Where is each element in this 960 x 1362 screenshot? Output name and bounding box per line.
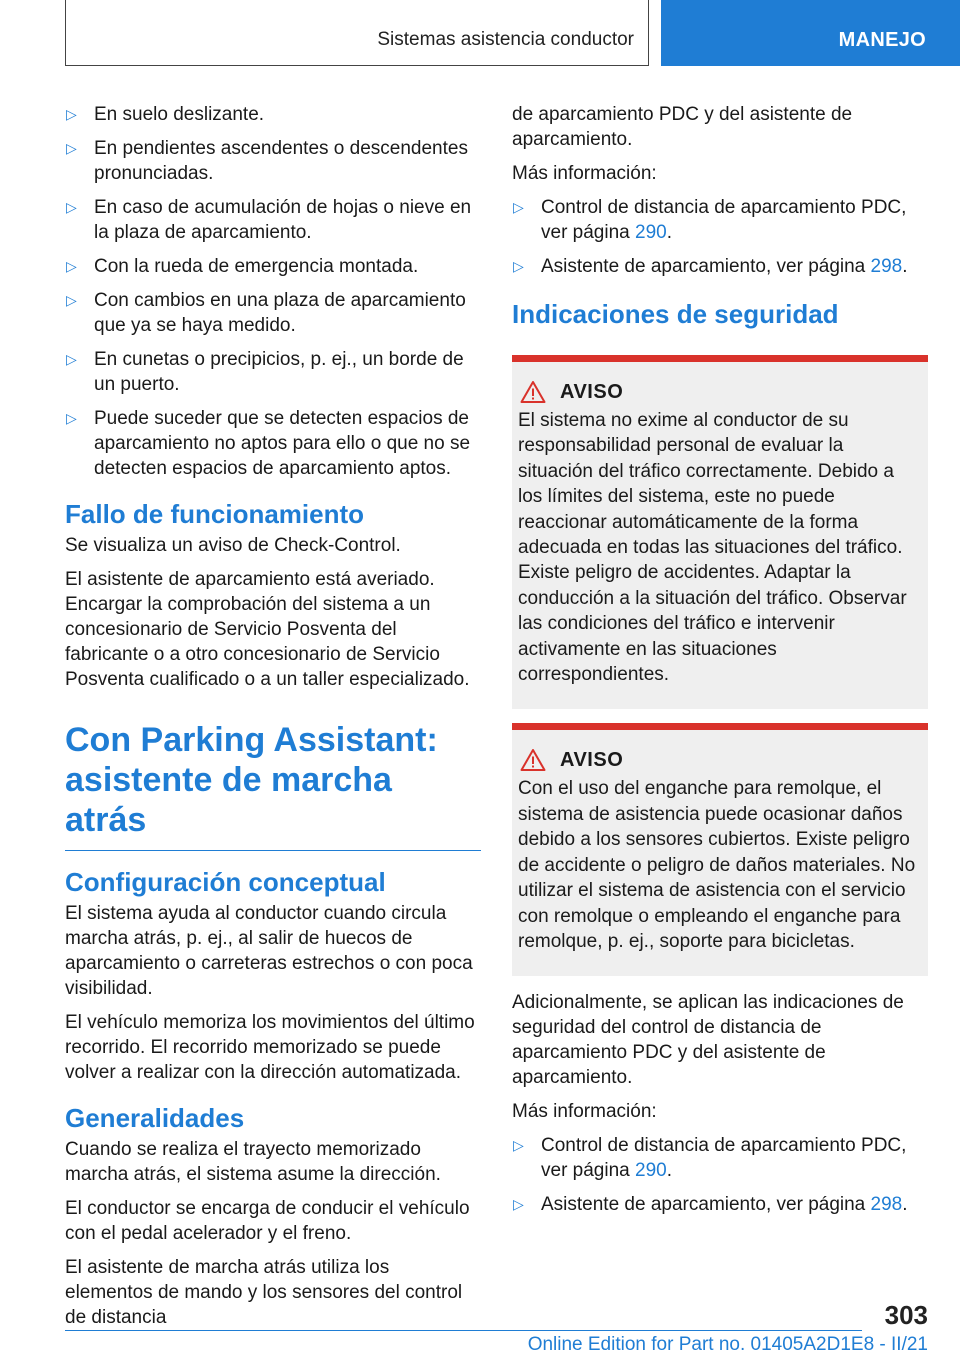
bullet-triangle-icon: ▷	[513, 1196, 524, 1213]
paragraph: El asistente de aparcamiento está averiado. Encargar la comprobación del sistema a un concesionario de Servicio Posventa del fabricante o a otro concesionario de Servicio Posventa cualificado o a un taller especializado.	[65, 569, 470, 690]
page-link[interactable]: 298	[870, 256, 903, 277]
left-column	[65, 102, 481, 1339]
reference-list	[512, 195, 928, 279]
paragraph: El conductor se encarga de conducir el vehículo con el pedal acelerador y el freno.	[65, 1198, 470, 1244]
warning-box	[512, 355, 928, 709]
paragraph: El sistema ayuda al conductor cuando circula marcha atrás, p. ej., al salir de huecos de aparcamiento o carreteras estrechos o con poca visibilidad.	[65, 903, 473, 999]
footer-divider	[65, 1330, 862, 1331]
heading-config: Configuración conceptual	[65, 867, 386, 897]
page-number: 303	[884, 1300, 928, 1330]
bullet-triangle-icon: ▷	[66, 106, 77, 122]
bullet-triangle-icon: ▷	[66, 410, 77, 426]
paragraph: Más información:	[512, 1101, 657, 1123]
list-item: ▷ Con la rueda de emergencia montada.	[66, 256, 419, 277]
warning-title: AVISO	[560, 748, 624, 771]
bullet-triangle-icon: ▷	[66, 199, 77, 215]
chapter-title-text: MANEJO	[838, 29, 926, 51]
list-item: ▷ Control de distancia de aparcamiento PDC, ver página 290.	[513, 197, 907, 243]
list-item: ▷ Con cambios en una plaza de aparcamiento que ya se haya medido.	[66, 290, 466, 336]
warning-header	[518, 748, 922, 772]
paragraph: El vehículo memoriza los movimientos del último recorrido. El recorrido memorizado se puede volver a realizar con la dirección automatizada.	[65, 1012, 475, 1083]
list-item: ▷ Control de distancia de aparcamiento PDC, ver página 290.	[513, 1135, 907, 1182]
warning-triangle-icon	[520, 748, 546, 772]
warning-title: AVISO	[560, 380, 624, 403]
section-title-text: Sistemas asistencia conductor	[377, 29, 634, 50]
paragraph: Cuando se realiza el trayecto memorizado marcha atrás, el sistema asume la dirección.	[65, 1139, 441, 1185]
paragraph: Más información:	[512, 163, 657, 184]
bullet-triangle-icon: ▷	[513, 1137, 524, 1154]
heading-main: Con Parking Assistant: asistente de marcha atrás	[65, 720, 481, 851]
heading-generalidades: Generalidades	[65, 1103, 245, 1133]
list-item: ▷ En caso de acumulación de hojas o nieve en la plaza de aparcamiento.	[66, 197, 472, 243]
bullet-triangle-icon: ▷	[66, 258, 77, 274]
bullet-triangle-icon: ▷	[66, 292, 77, 308]
right-column	[512, 102, 928, 1226]
list-item: ▷ En pendientes ascendentes o descendentes pronunciadas.	[66, 138, 468, 184]
heading-fallo: Fallo de funcionamiento	[65, 499, 365, 529]
reference-list	[512, 1133, 928, 1217]
page-link[interactable]: 298	[870, 1194, 903, 1216]
heading-seguridad: Indicaciones de seguridad	[512, 299, 839, 329]
warning-header	[518, 380, 922, 404]
list-item: ▷ Asistente de aparcamiento, ver página 298.	[513, 256, 908, 277]
header-section-title	[65, 0, 649, 66]
bullet-triangle-icon: ▷	[513, 199, 524, 215]
header-chapter-tab	[661, 0, 960, 66]
bullet-triangle-icon: ▷	[66, 140, 77, 156]
bullet-triangle-icon: ▷	[513, 258, 524, 274]
page-link[interactable]: 290	[635, 222, 667, 243]
paragraph: El asistente de marcha atrás utiliza los elementos de mando y los sensores del control de distancia	[65, 1257, 463, 1328]
footer-edition: Online Edition for Part no. 01405A2D1E8 - II/21	[527, 1334, 928, 1355]
bullet-triangle-icon: ▷	[66, 351, 77, 367]
list-item: ▷ En cunetas o precipicios, p. ej., un borde de un puerto.	[66, 349, 464, 395]
conditions-list	[65, 102, 481, 481]
page-link[interactable]: 290	[635, 1160, 667, 1182]
warning-text: El sistema no exime al conductor de su responsabilidad personal de evaluar la situación del tráfico correctamente. Debido a los límites del sistema, este no puede reaccionar automáticamente de la forma adecuada en todas las situaciones del tráfico. Existe peligro de accidentes. Adaptar la conducción a la situación del tráfico. Observar las condiciones del tráfico e intervenir activamente en las situaciones correspondientes.	[518, 410, 907, 686]
warning-box	[512, 723, 928, 976]
paragraph: Se visualiza un aviso de Check-Control.	[65, 535, 401, 556]
list-item: ▷ Puede suceder que se detecten espacios de aparcamiento no aptos para ello o que no se detecten espacios de aparcamiento aptos.	[66, 408, 471, 479]
list-item: ▷ Asistente de aparcamiento, ver página 298.	[513, 1194, 908, 1216]
list-item: ▷ En suelo deslizante.	[66, 104, 265, 125]
paragraph: Adicionalmente, se aplican las indicaciones de seguridad del control de distancia de aparcamiento PDC y del asistente de aparcamiento.	[512, 992, 904, 1089]
warning-text: Con el uso del enganche para remolque, el sistema de asistencia puede ocasionar daños debido a los sensores cubiertos. Existe peligro de accidente o peligro de daños materiales. No utilizar el sistema de asistencia con el servicio con remolque o empleando el enganche para remolque, p. ej., soporte para bicicletas.	[518, 778, 916, 952]
paragraph: de aparcamiento PDC y del asistente de aparcamiento.	[512, 104, 853, 150]
warning-triangle-icon	[520, 380, 546, 404]
